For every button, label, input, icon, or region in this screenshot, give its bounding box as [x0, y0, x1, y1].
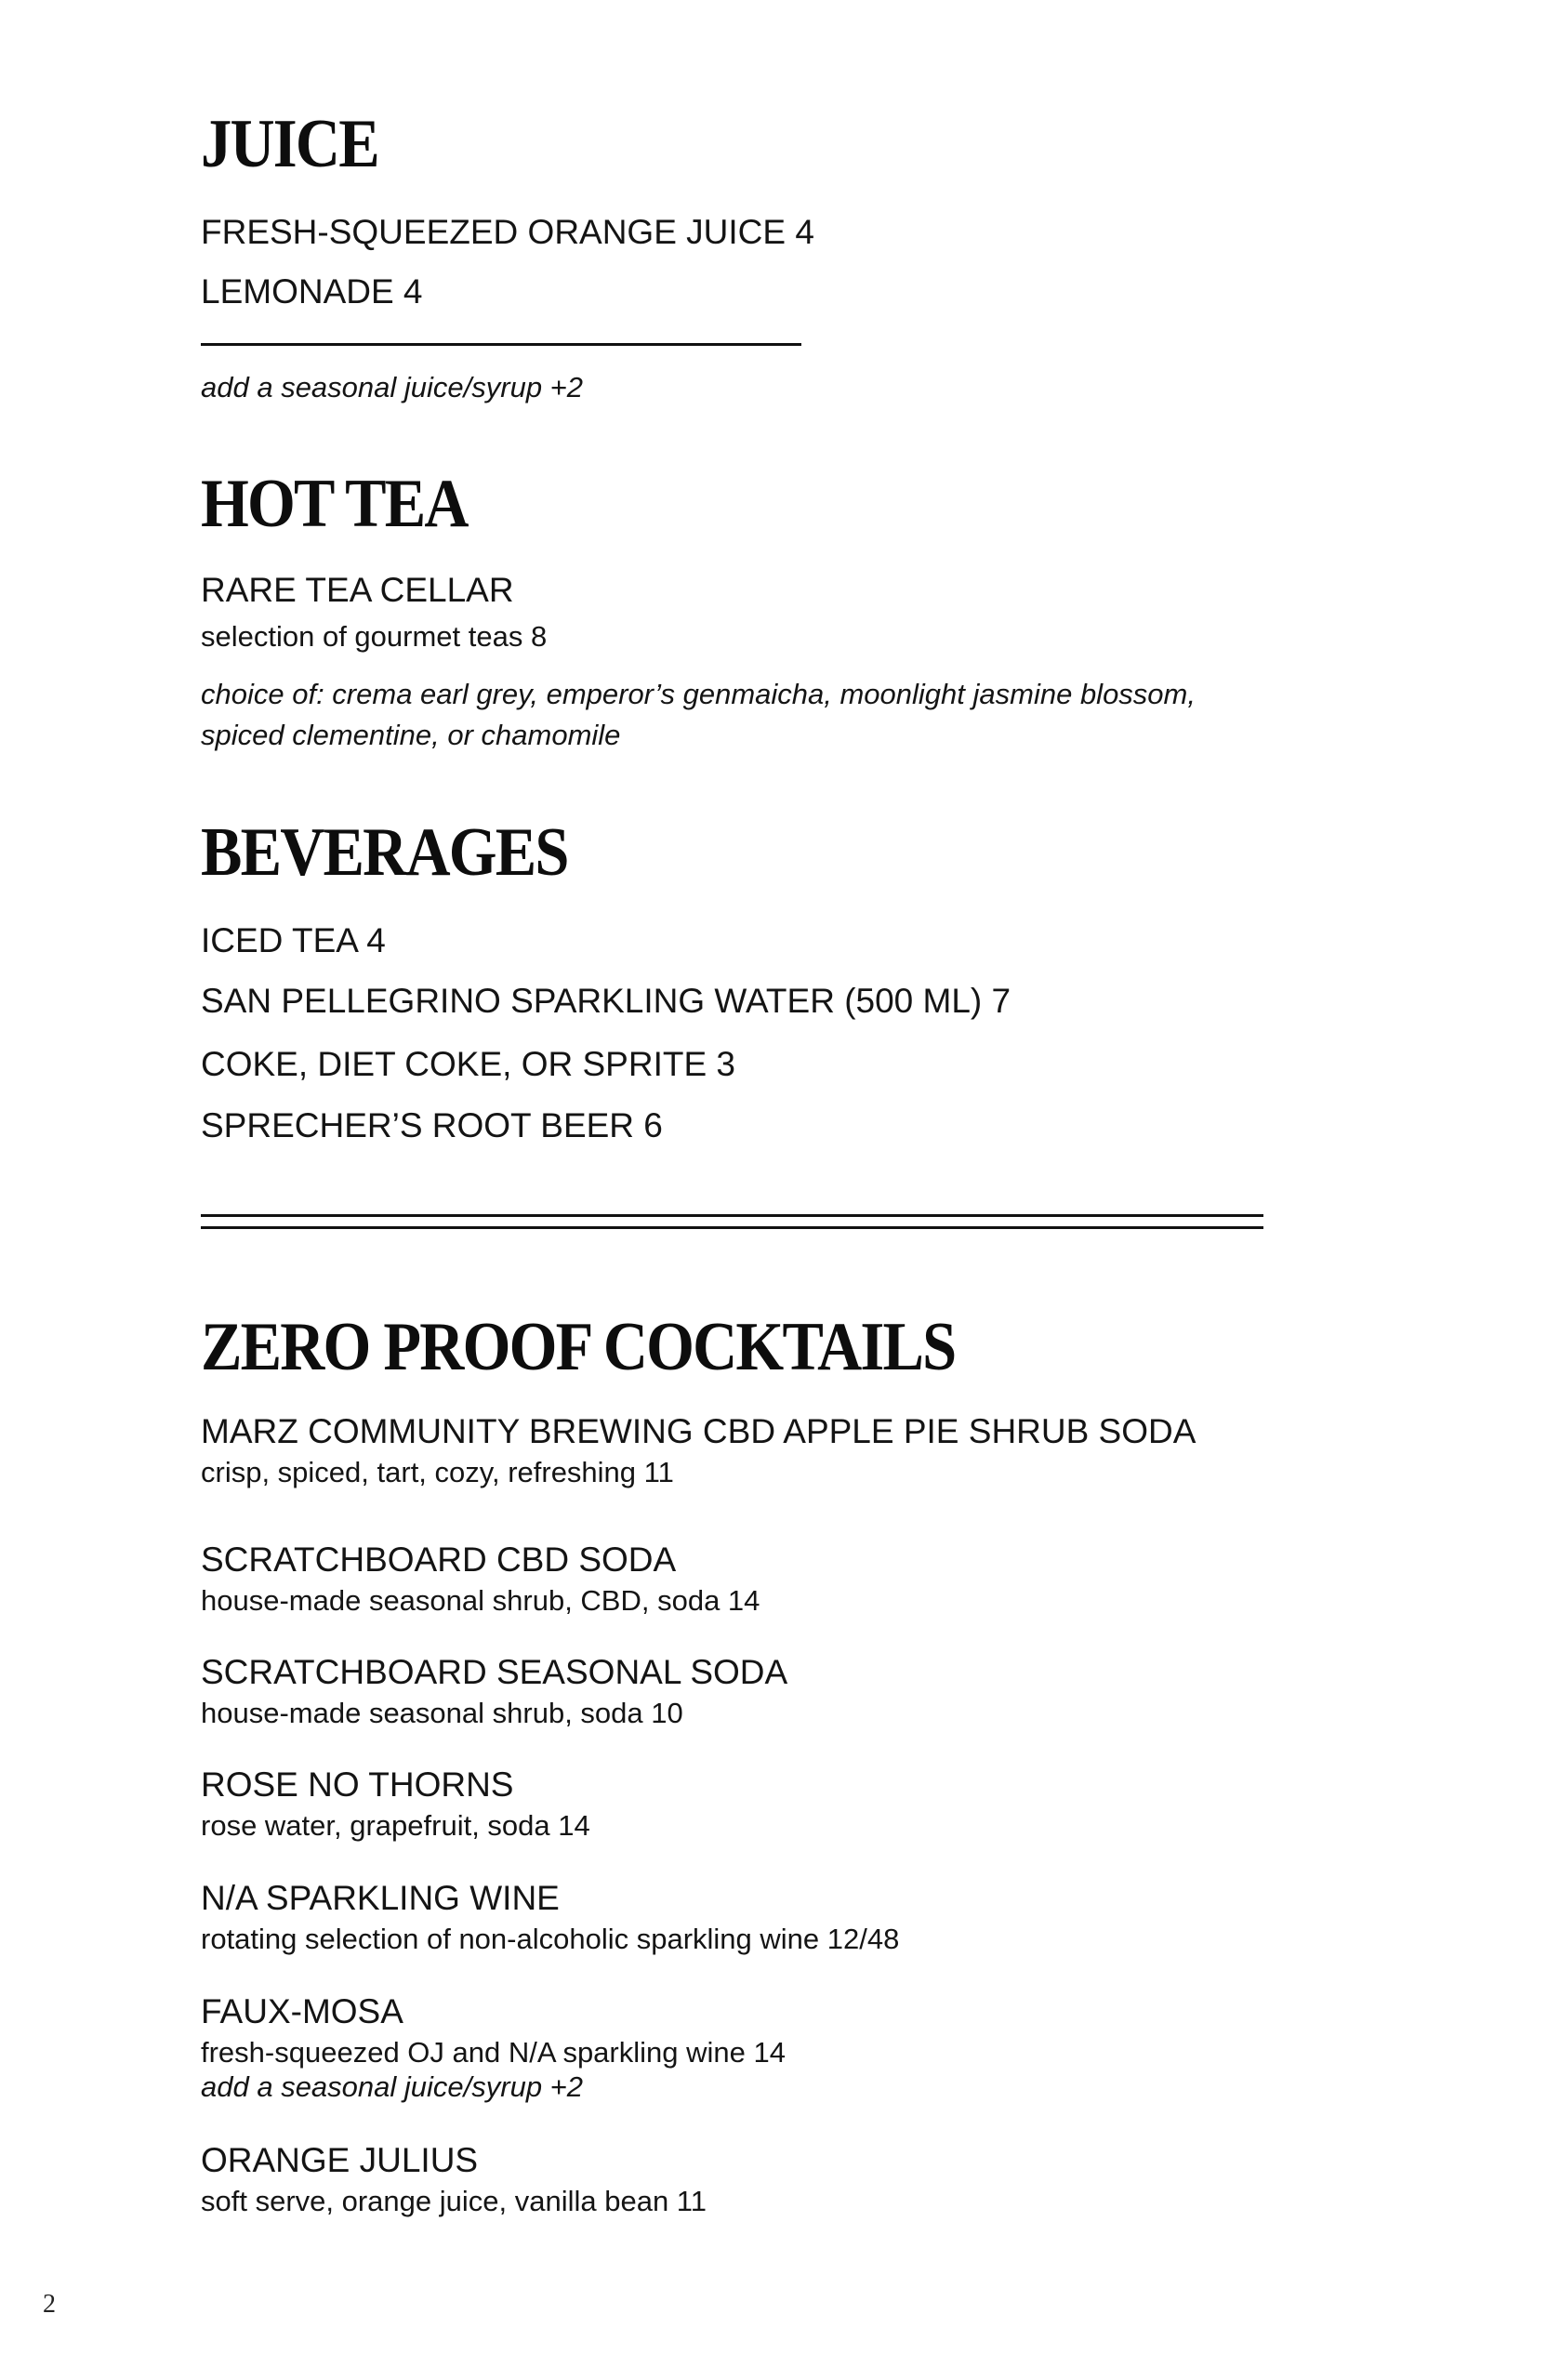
cocktail-name: FAUX-MOSA	[201, 1992, 403, 2030]
cocktail-note: add a seasonal juice/syrup +2	[201, 2070, 584, 2103]
beverage-item: SAN PELLEGRINO SPARKLING WATER (500 ML) 7	[201, 982, 1011, 1020]
beverage-item: COKE, DIET COKE, OR SPRITE 3	[201, 1045, 735, 1083]
cocktail-desc: rotating selection of non-alcoholic sparkling wine 12/48	[201, 1923, 900, 1955]
page-number: 2	[43, 2290, 56, 2319]
cocktail-desc: rose water, grapefruit, soda 14	[201, 1809, 590, 1842]
cocktail-name: SCRATCHBOARD SEASONAL SODA	[201, 1653, 788, 1691]
hot-tea-choice-line-2: spiced clementine, or chamomile	[201, 719, 621, 751]
beverage-item: ICED TEA 4	[201, 921, 386, 959]
cocktail-name: N/A SPARKLING WINE	[201, 1879, 560, 1917]
cocktail-name: ROSE NO THORNS	[201, 1765, 514, 1804]
hot-tea-item-name: RARE TEA CELLAR	[201, 571, 514, 609]
cocktail-desc: crisp, spiced, tart, cozy, refreshing 11	[201, 1456, 674, 1488]
beverages-heading: BEVERAGES	[201, 814, 568, 891]
juice-item-orange: FRESH-SQUEEZED ORANGE JUICE 4	[201, 213, 814, 251]
zero-proof-heading: ZERO PROOF COCKTAILS	[201, 1309, 956, 1385]
section-divider-bottom	[201, 1226, 1263, 1229]
cocktail-name: ORANGE JULIUS	[201, 2141, 479, 2179]
cocktail-name: MARZ COMMUNITY BREWING CBD APPLE PIE SHRUB SODA	[201, 1412, 1196, 1450]
juice-item-lemonade: LEMONADE 4	[201, 272, 423, 311]
cocktail-desc: fresh-squeezed OJ and N/A sparkling wine 14	[201, 2036, 786, 2069]
juice-heading: JUICE	[201, 106, 378, 182]
beverage-item: SPRECHER’S ROOT BEER 6	[201, 1106, 663, 1144]
cocktail-desc: house-made seasonal shrub, CBD, soda 14	[201, 1584, 760, 1617]
hot-tea-heading: HOT TEA	[201, 466, 468, 542]
cocktail-name: SCRATCHBOARD CBD SODA	[201, 1540, 677, 1579]
cocktail-desc: soft serve, orange juice, vanilla bean 11	[201, 2185, 707, 2217]
cocktail-desc: house-made seasonal shrub, soda 10	[201, 1697, 683, 1729]
juice-divider	[201, 343, 801, 346]
section-divider-top	[201, 1214, 1263, 1217]
hot-tea-choice-line-1: choice of: crema earl grey, emperor’s genmaicha, moonlight jasmine blossom,	[201, 678, 1196, 710]
juice-note: add a seasonal juice/syrup +2	[201, 371, 584, 403]
hot-tea-item-desc: selection of gourmet teas 8	[201, 620, 548, 653]
